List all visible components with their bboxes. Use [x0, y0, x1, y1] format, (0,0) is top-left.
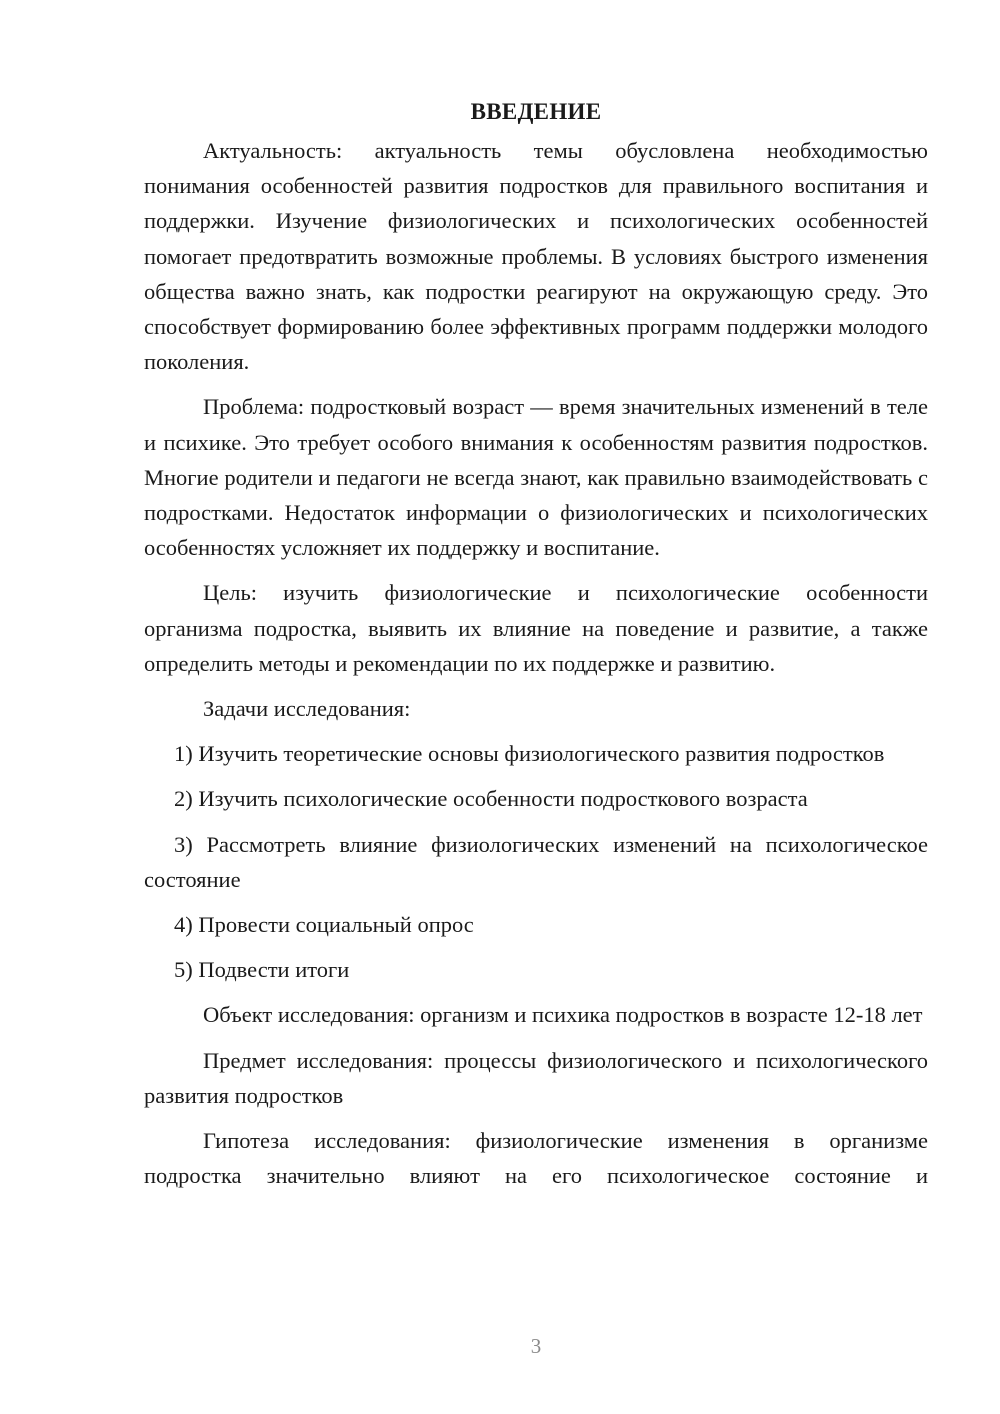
list-item-task-4: 4) Провести социальный опрос [174, 912, 474, 938]
list-item-task-3: 3) Рассмотреть влияние физиологических изменений на психологическое состояние [144, 831, 928, 892]
document-page [144, 94, 928, 1193]
paragraph-problem: Проблема: подростковый возраст — время значительных изменений в теле и психике. Это требует особого внимания к особенностям развития подростков. Многие родители и педагоги не всегда знают, как правильно взаимодействовать с подростками. Недостаток информации о физиологических и психологических особенностях усложняет их поддержку и воспитание. [144, 394, 928, 561]
paragraph-tasks-heading: Задачи исследования: [203, 696, 411, 722]
list-item-task-5: 5) Подвести итоги [174, 957, 350, 983]
paragraph-object: Объект исследования: организм и психика подростков в возрасте 12-18 лет [203, 1002, 923, 1028]
paragraph-goal: Цель: изучить физиологические и психологические особенности организма подростка, выявить их влияние на поведение и развитие, а также определить методы и рекомендации по их поддержке и развитию. [144, 580, 928, 676]
list-item-task-2: 2) Изучить психологические особенности подросткового возраста [174, 786, 808, 812]
page-title: ВВЕДЕНИЕ [470, 99, 602, 124]
paragraph-hypothesis: Гипотеза исследования: физиологические изменения в организме подростка значительно влияют на его психологическое состояние и [144, 1128, 928, 1189]
paragraph-relevance: Актуальность: актуальность темы обусловлена необходимостью понимания особенностей развития подростков для правильного воспитания и поддержки. Изучение физиологических и психологических особенностей помогает предотвратить возможные проблемы. В условиях быстрого изменения общества важно знать, как подростки реагируют на окружающую среду. Это способствует формированию более эффективных программ поддержки молодого поколения. [144, 138, 928, 375]
page-number: 3 [530, 1334, 542, 1358]
paragraph-subject: Предмет исследования: процессы физиологического и психологического развития подростков [144, 1047, 928, 1108]
list-item-task-1: 1) Изучить теоретические основы физиологического развития подростков [174, 741, 885, 767]
